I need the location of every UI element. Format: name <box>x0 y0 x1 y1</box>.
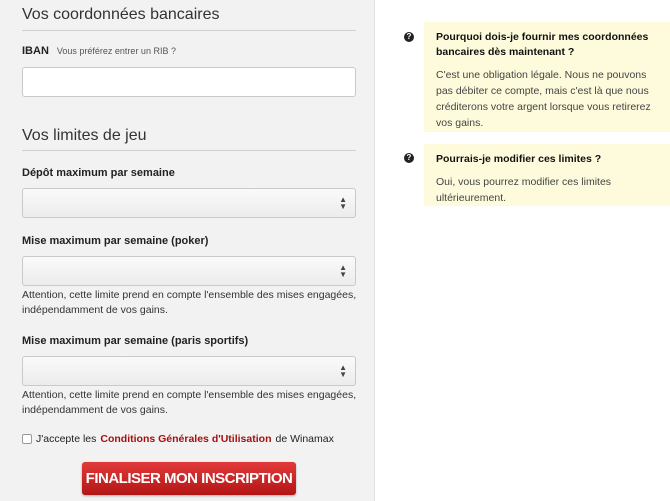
submit-registration-button[interactable]: FINALISER MON INSCRIPTION <box>82 462 296 495</box>
divider <box>22 150 356 151</box>
select-arrows-icon: ▲ ▼ <box>339 363 347 379</box>
faq-question: Pourrais-je modifier ces limites ? <box>436 153 602 165</box>
terms-row <box>22 433 334 445</box>
terms-suffix: de Winamax <box>275 433 334 445</box>
sports-limit-label: Mise maximum par semaine (paris sportifs) <box>22 335 249 347</box>
terms-prefix: J'accepte les <box>36 433 97 445</box>
faq-box <box>424 144 670 206</box>
terms-checkbox[interactable] <box>22 434 32 444</box>
select-arrows-icon: ▲ ▼ <box>339 263 347 279</box>
iban-label <box>22 45 176 57</box>
question-icon: ? <box>404 153 414 163</box>
sports-limit-note: Attention, cette limite prend en compte l'ensemble des mises engagées, indépendamment de vos gains. <box>22 389 357 416</box>
limits-section-title: Vos limites de jeu <box>22 127 147 144</box>
deposit-limit-select[interactable] <box>22 188 356 218</box>
deposit-limit-label: Dépôt maximum par semaine <box>22 167 175 179</box>
bank-section-title: Vos coordonnées bancaires <box>22 6 220 23</box>
faq-question: Pourquoi dois-je fournir mes coordonnées bancaires dès maintenant ? <box>436 31 649 58</box>
question-icon: ? <box>404 32 414 42</box>
faq-box <box>424 22 670 132</box>
faq-answer: Oui, vous pourrez modifier ces limites ultérieurement. <box>436 176 612 204</box>
divider <box>22 30 356 31</box>
rib-link[interactable]: Vous préférez entrer un RIB ? <box>56 46 176 56</box>
terms-link[interactable]: Conditions Générales d'Utilisation <box>100 433 272 445</box>
poker-limit-note: Attention, cette limite prend en compte l'ensemble des mises engagées, indépendamment de vos gains. <box>22 289 357 316</box>
iban-input[interactable] <box>22 67 356 97</box>
faq-answer: C'est une obligation légale. Nous ne pouvons pas débiter ce compte, mais c'est là que nous créditerons votre argent lorsque vous retirerez vos gains. <box>436 69 651 129</box>
poker-limit-label: Mise maximum par semaine (poker) <box>22 235 209 247</box>
select-arrows-icon: ▲ ▼ <box>339 195 347 211</box>
poker-limit-select[interactable] <box>22 256 356 286</box>
iban-label-text: IBAN <box>22 45 49 57</box>
sports-limit-select[interactable] <box>22 356 356 386</box>
